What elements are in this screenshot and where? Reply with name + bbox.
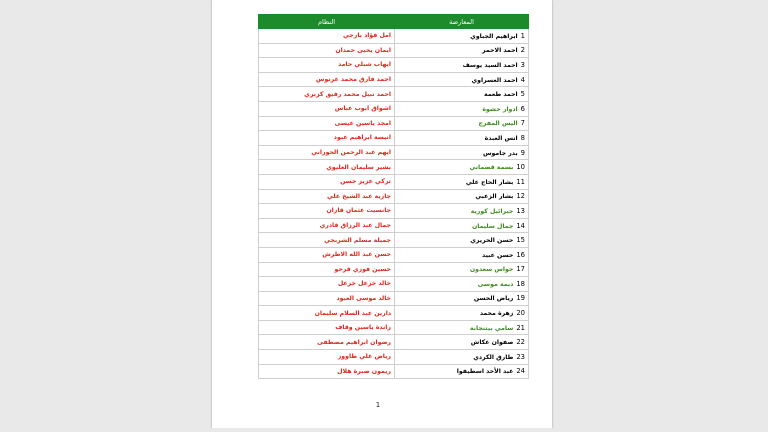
regime-name: اشواق ايوب عباس bbox=[259, 101, 395, 116]
row-number: 4 bbox=[520, 75, 525, 84]
row-number: 8 bbox=[520, 133, 525, 142]
opposition-name: زهرة محمد bbox=[479, 310, 514, 318]
row-number: 9 bbox=[520, 148, 525, 157]
row-number: 18 bbox=[516, 279, 525, 288]
opposition-cell bbox=[395, 350, 529, 365]
table-row bbox=[259, 233, 529, 248]
table-row bbox=[259, 350, 529, 365]
table-row bbox=[259, 58, 529, 73]
opposition-name: ديمة موسى bbox=[477, 280, 514, 288]
row-number: 19 bbox=[516, 294, 525, 303]
opposition-cell bbox=[395, 277, 529, 292]
table-row bbox=[259, 247, 529, 262]
table-row bbox=[259, 204, 529, 219]
opposition-cell bbox=[395, 87, 529, 102]
row-number: 17 bbox=[516, 265, 525, 274]
regime-name: ريمون صبرة هلال bbox=[259, 364, 395, 379]
opposition-name: سامي بيتنجانة bbox=[469, 324, 514, 332]
opposition-name: جمال سليمان bbox=[472, 222, 514, 230]
table-row bbox=[259, 364, 529, 379]
opposition-cell bbox=[395, 233, 529, 248]
row-number: 7 bbox=[520, 119, 525, 128]
opposition-cell bbox=[395, 72, 529, 87]
opposition-name: حواس سعدون bbox=[469, 266, 514, 274]
page-separator bbox=[212, 428, 552, 432]
regime-name: دارين عبد السلام سليمان bbox=[259, 306, 395, 321]
table-row bbox=[259, 43, 529, 58]
regime-name: ايهم عبد الرحمن الحوراني bbox=[259, 145, 395, 160]
opposition-name: ادوار حشوة bbox=[482, 105, 518, 113]
row-number: 14 bbox=[516, 221, 525, 230]
opposition-name: حسن عبيد bbox=[482, 251, 514, 259]
table-row bbox=[259, 29, 529, 44]
table-row bbox=[259, 145, 529, 160]
regime-name: امجد ياسين عيسى bbox=[259, 116, 395, 131]
row-number: 11 bbox=[516, 177, 525, 186]
opposition-name: طارق الكردي bbox=[473, 353, 514, 361]
opposition-cell bbox=[395, 131, 529, 146]
row-number: 15 bbox=[516, 236, 525, 245]
table-row bbox=[259, 262, 529, 277]
row-number: 10 bbox=[516, 163, 525, 172]
opposition-cell bbox=[395, 116, 529, 131]
table-row bbox=[259, 306, 529, 321]
table-row bbox=[259, 116, 529, 131]
row-number: 23 bbox=[516, 352, 525, 361]
regime-name: امل فؤاد بازجي bbox=[259, 29, 395, 44]
opposition-name: اليس المفرج bbox=[478, 120, 518, 128]
opposition-cell bbox=[395, 43, 529, 58]
regime-name: جمال عبد الرزاق قادري bbox=[259, 218, 395, 233]
opposition-name: بدر جاموس bbox=[483, 149, 518, 157]
regime-name: راندة ياسين وقاف bbox=[259, 320, 395, 335]
regime-name: رياض علي طاووز bbox=[259, 350, 395, 365]
opposition-name: جبرائيل كورية bbox=[470, 207, 514, 215]
table-row bbox=[259, 320, 529, 335]
names-table bbox=[258, 14, 529, 379]
opposition-name: بسمة قضماني bbox=[469, 164, 514, 172]
table-header-row bbox=[259, 15, 529, 29]
table-row bbox=[259, 277, 529, 292]
opposition-cell bbox=[395, 247, 529, 262]
row-number: 1 bbox=[520, 31, 525, 40]
table-row bbox=[259, 87, 529, 102]
regime-name: احمد نبيل محمد رفيق كزبري bbox=[259, 87, 395, 102]
page-number: 1 bbox=[375, 401, 381, 409]
regime-name: رضوان ابراهيم مصطفى bbox=[259, 335, 395, 350]
opposition-cell bbox=[395, 204, 529, 219]
regime-name: خالد موسى العبود bbox=[259, 291, 395, 306]
regime-name: بشير سليمان العليوي bbox=[259, 160, 395, 175]
row-number: 6 bbox=[520, 104, 525, 113]
regime-name: جميلة مسلم الشربجي bbox=[259, 233, 395, 248]
row-number: 16 bbox=[516, 250, 525, 259]
table-row bbox=[259, 131, 529, 146]
opposition-cell bbox=[395, 291, 529, 306]
opposition-cell bbox=[395, 320, 529, 335]
opposition-name: عبد الأحد اسطيفوا bbox=[456, 368, 514, 376]
table-row bbox=[259, 335, 529, 350]
table-row bbox=[259, 160, 529, 175]
table-row bbox=[259, 291, 529, 306]
opposition-cell bbox=[395, 306, 529, 321]
opposition-name: انس العبدة bbox=[484, 134, 518, 142]
opposition-name: احمد العسراوي bbox=[471, 76, 518, 84]
opposition-name: ابراهيم الجباوي bbox=[470, 32, 518, 40]
row-number: 21 bbox=[516, 323, 525, 332]
opposition-cell bbox=[395, 189, 529, 204]
opposition-cell bbox=[395, 29, 529, 44]
regime-name: جانسيت عثمان قازان bbox=[259, 204, 395, 219]
table-row bbox=[259, 72, 529, 87]
opposition-column-header: المعارضة bbox=[395, 15, 529, 29]
row-number: 20 bbox=[516, 309, 525, 318]
regime-name: تركي عزيز حسن bbox=[259, 174, 395, 189]
row-number: 2 bbox=[520, 46, 525, 55]
row-number: 12 bbox=[516, 192, 525, 201]
opposition-cell bbox=[395, 101, 529, 116]
regime-name: جازية عبد الشيخ علي bbox=[259, 189, 395, 204]
opposition-cell bbox=[395, 174, 529, 189]
regime-column-header: النظام bbox=[259, 15, 395, 29]
opposition-cell bbox=[395, 218, 529, 233]
regime-name: حسن عبد الله الاطرش bbox=[259, 247, 395, 262]
table-row bbox=[259, 218, 529, 233]
opposition-cell bbox=[395, 160, 529, 175]
row-number: 13 bbox=[516, 206, 525, 215]
row-number: 5 bbox=[520, 90, 525, 99]
opposition-name: احمد طعمة bbox=[483, 91, 518, 99]
opposition-name: صفوان عكاش bbox=[470, 339, 514, 347]
regime-name: ايمان يحيى حمدان bbox=[259, 43, 395, 58]
opposition-name: احمد الاحمر bbox=[482, 47, 518, 55]
opposition-cell bbox=[395, 364, 529, 379]
regime-name: احمد فارق محمد عرنوس bbox=[259, 72, 395, 87]
opposition-cell bbox=[395, 335, 529, 350]
row-number: 22 bbox=[516, 338, 525, 347]
regime-name: انيسة ابراهيم عبود bbox=[259, 131, 395, 146]
opposition-name: رياض الحسن bbox=[473, 295, 514, 303]
opposition-cell bbox=[395, 262, 529, 277]
row-number: 3 bbox=[520, 60, 525, 69]
table-row bbox=[259, 101, 529, 116]
row-number: 24 bbox=[516, 367, 525, 376]
regime-name: خالد خزعل خزعل bbox=[259, 277, 395, 292]
opposition-name: بشار الزعبي bbox=[475, 193, 514, 201]
opposition-name: بشار الحاج علي bbox=[465, 178, 514, 186]
opposition-name: احمد السيد يوسف bbox=[462, 61, 518, 69]
table-row bbox=[259, 189, 529, 204]
regime-name: حسين فوزي قرحو bbox=[259, 262, 395, 277]
opposition-cell bbox=[395, 58, 529, 73]
table-row bbox=[259, 174, 529, 189]
regime-name: ايهاب شبلي حامد bbox=[259, 58, 395, 73]
opposition-cell bbox=[395, 145, 529, 160]
opposition-name: حسن الحريري bbox=[470, 237, 514, 245]
